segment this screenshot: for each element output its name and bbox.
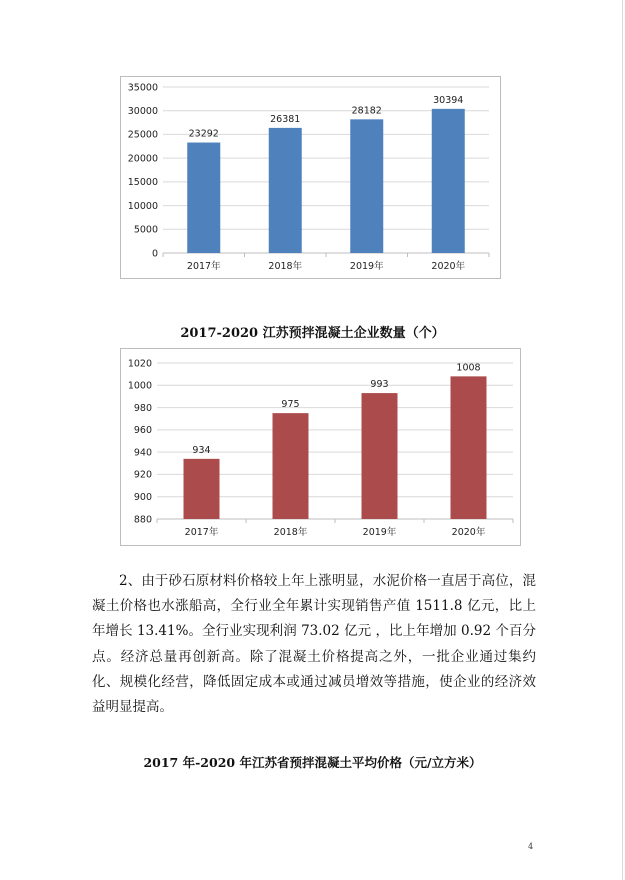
- x-category-label-1-1: 2018年: [273, 527, 308, 538]
- bar-0-2: [350, 119, 383, 253]
- bar-1-2: [362, 393, 398, 519]
- y-tick-label-1-1: 900: [133, 492, 152, 504]
- chart-enterprise-count-blue: [120, 76, 501, 279]
- x-category-label-0-2: 2019年: [349, 261, 384, 272]
- x-category-label-1-3: 2020年: [451, 527, 486, 538]
- data-label-0-1: 26381: [270, 113, 301, 125]
- body-paragraph: 2、由于砂石原材料价格较上年上涨明显，水泥价格一直居于高位，混凝土价格也水涨船高，全行业全年累计实现销售产值 1511.8 亿元，比上年增长 13.41%。全行业实现利润 73.02 亿元 ，比上年增加 0.92 个百分点。经济总量再创新高。除了混凝土价格提高之外，一批企业通过集约化、规模化经营，降低固定成本或通过减员增效等措施，使企业的经济效益明显提高。: [92, 573, 536, 716]
- bar-chart-svg-1: [121, 77, 502, 280]
- x-category-label-1-2: 2019年: [362, 527, 397, 538]
- y-tick-label-0-5: 25000: [127, 129, 158, 141]
- data-label-0-2: 28182: [351, 105, 382, 117]
- bar-1-3: [451, 376, 487, 519]
- x-category-label-1-0: 2017年: [184, 527, 219, 538]
- y-tick-label-1-7: 1020: [127, 358, 152, 370]
- y-tick-label-0-4: 20000: [127, 153, 158, 165]
- chart-caption-enterprise-count: 2017-2020 江苏预拌混凝土企业数量（个）: [180, 326, 445, 341]
- data-label-1-3: 1008: [456, 362, 481, 374]
- x-category-label-0-3: 2020年: [431, 261, 466, 272]
- y-tick-label-1-0: 880: [133, 514, 152, 526]
- bar-0-3: [432, 109, 465, 253]
- bar-1-0: [184, 459, 220, 519]
- y-tick-label-1-4: 960: [133, 425, 152, 437]
- data-label-1-2: 993: [370, 379, 389, 391]
- chart-enterprise-count-red: [120, 348, 521, 546]
- y-tick-label-0-3: 15000: [127, 177, 158, 189]
- bar-chart-svg-2: [121, 349, 522, 547]
- y-tick-label-0-7: 35000: [127, 82, 158, 94]
- y-tick-label-0-0: 0: [151, 248, 158, 260]
- bar-1-1: [273, 413, 309, 519]
- y-tick-label-1-3: 940: [133, 447, 152, 459]
- y-tick-label-1-6: 1000: [127, 380, 152, 392]
- y-tick-label-1-2: 920: [133, 469, 152, 481]
- x-category-label-0-0: 2017年: [186, 261, 221, 272]
- data-label-0-0: 23292: [188, 128, 219, 140]
- bar-0-1: [269, 128, 302, 253]
- y-tick-label-0-2: 10000: [127, 200, 158, 212]
- y-tick-label-0-1: 5000: [133, 224, 158, 236]
- data-label-1-1: 975: [281, 399, 300, 411]
- chart-caption-average-price: 2017 年-2020 年江苏省预拌混凝土平均价格（元/立方米）: [143, 755, 482, 770]
- data-label-0-3: 30394: [433, 94, 464, 106]
- bar-0-0: [187, 143, 220, 253]
- y-tick-label-0-6: 30000: [127, 106, 158, 118]
- data-label-1-0: 934: [192, 444, 211, 456]
- y-tick-label-1-5: 980: [133, 402, 152, 414]
- page-number: 4: [528, 842, 534, 851]
- x-category-label-0-1: 2018年: [268, 261, 303, 272]
